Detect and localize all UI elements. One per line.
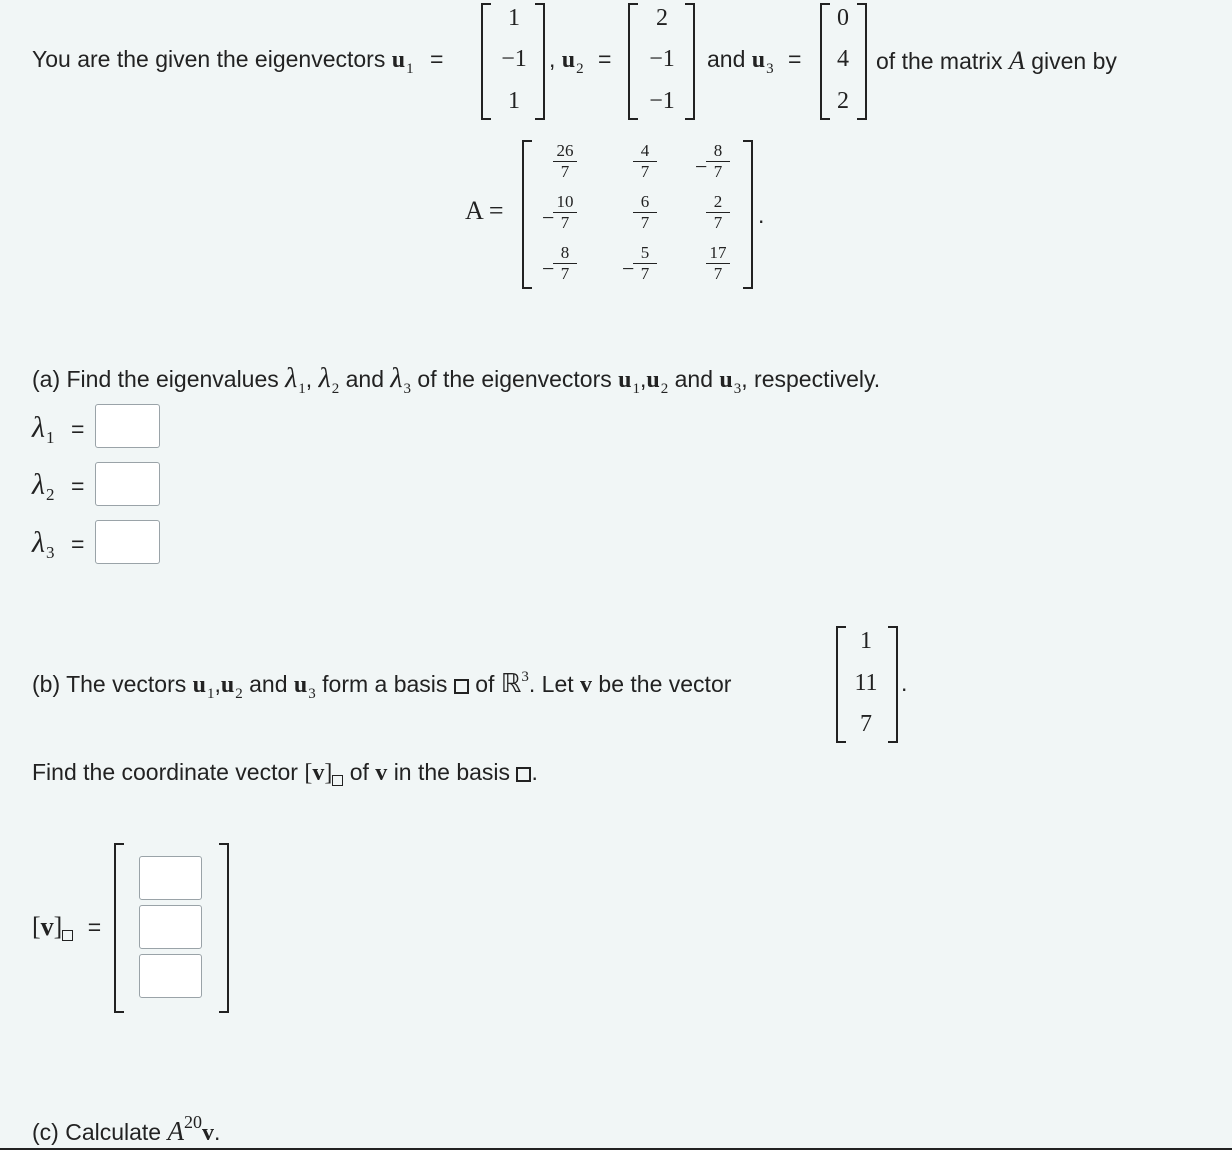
matrix-numerator: 5 [640, 243, 650, 262]
find-prefix: Find the coordinate vector [32, 759, 298, 785]
be-the-vector-text: be the vector [598, 671, 732, 697]
coord-input-1[interactable] [139, 856, 202, 900]
lambda-3-label: λ [32, 526, 45, 559]
lambda-2-label: λ [32, 468, 45, 501]
form-basis-text: form a basis [322, 671, 448, 697]
lambda-1-label-sub: 1 [46, 428, 55, 447]
of-the-matrix-text: of the matrix [876, 48, 1003, 74]
basis-subscript-icon [332, 775, 343, 786]
coord-vector-label [32, 912, 101, 942]
let-text: . Let [528, 671, 574, 697]
v-entry-2: 11 [854, 670, 878, 696]
part-c-exponent: 20 [184, 1112, 202, 1132]
matrix-symbol: A [1008, 46, 1025, 75]
lambda-2-input[interactable] [95, 462, 160, 506]
u2-entry-3: −1 [649, 88, 675, 114]
of-text: of [475, 671, 495, 697]
v-period: . [901, 670, 908, 696]
matrix-numerator: 8 [560, 243, 570, 262]
find-mid: of [349, 759, 369, 785]
u1-equals: = [430, 46, 444, 72]
part-a-suffix: , respectively. [741, 366, 881, 392]
reals-superscript: 3 [521, 669, 529, 685]
lambda-2-symbol: λ [318, 363, 331, 394]
coord-label-open: [ [32, 912, 41, 941]
coord-v: v [312, 760, 325, 786]
lambda-1-sub: 1 [298, 381, 306, 397]
coord-input-2[interactable] [139, 905, 202, 949]
coord-close-bracket: ] [324, 760, 333, 786]
matrix-label [465, 196, 504, 226]
lambda-2-sub: 2 [331, 381, 340, 397]
u3-equals: = [788, 46, 802, 72]
matrix-numerator: 26 [556, 141, 574, 160]
and-text-a: and [345, 366, 384, 392]
lambda-2-label-sub: 2 [46, 485, 55, 504]
u3-ref: u [719, 367, 733, 393]
part-a-mid: of the eigenvectors [417, 366, 612, 392]
u3-ref-b: u [293, 672, 308, 698]
and-text-a2: and [674, 366, 714, 392]
matrix-denominator: 7 [560, 162, 570, 181]
matrix-denominator: 7 [713, 264, 723, 283]
u1-right-bracket [535, 3, 545, 120]
intro-tail [876, 46, 1117, 76]
lambda-3-label-sub: 3 [46, 543, 55, 562]
u3-symbol: u [751, 47, 766, 73]
matrix-entry-r2-c3 [688, 193, 748, 232]
matrix-minus-sign: − [622, 256, 635, 281]
coord-left-bracket [114, 843, 124, 1013]
matrix-denominator: 7 [713, 162, 723, 181]
u3-ref-sub: 3 [733, 381, 742, 397]
find-suffix: in the basis [393, 759, 511, 785]
u1-ref: u [618, 367, 632, 393]
and-text: and [707, 46, 746, 72]
matrix-left-bracket [522, 140, 532, 289]
u2-ref: u [646, 367, 660, 393]
u2-ref-b: u [220, 672, 235, 698]
lambda-1-row [32, 411, 84, 445]
matrix-denominator: 7 [640, 213, 650, 232]
u2-subscript: 2 [576, 61, 584, 77]
lambda-3-input[interactable] [95, 520, 160, 564]
matrix-entry-r2-c2 [615, 193, 675, 232]
lambda-3-symbol: λ [390, 363, 403, 394]
v-entry-3: 7 [860, 711, 872, 737]
coord-right-bracket [219, 843, 229, 1013]
lambda-2-row [32, 468, 84, 502]
v-right-bracket [888, 626, 898, 743]
u2-equals: = [598, 46, 612, 72]
coord-input-3[interactable] [139, 954, 202, 998]
u1-ref-b-sub: 1 [207, 686, 215, 702]
find-coordinate-prompt [32, 759, 538, 787]
coord-open-bracket: [ [304, 760, 313, 786]
part-a-prompt [32, 363, 880, 395]
intro-text [32, 46, 444, 77]
part-b-prompt [32, 669, 732, 702]
matrix-numerator: 8 [713, 141, 723, 160]
u1-entry-3: 1 [508, 88, 520, 114]
matrix-denominator: 7 [560, 264, 570, 283]
part-c-prompt [32, 1112, 221, 1147]
lambda-1-equals: = [70, 416, 85, 442]
comma-2: , [640, 366, 647, 392]
u2-ref-b-sub: 2 [235, 686, 243, 702]
u3-entry-1: 0 [837, 5, 849, 31]
part-a-prefix: (a) Find the eigenvalues [32, 366, 279, 392]
and-text-b: and [249, 671, 288, 697]
u1-entry-2: −1 [501, 46, 527, 72]
u2-ref-sub: 2 [660, 381, 669, 397]
u3-subscript: 3 [766, 61, 774, 77]
find-end: . [531, 759, 538, 785]
u2-right-bracket [685, 3, 695, 120]
given-by-text: given by [1031, 48, 1117, 74]
u1-entry-1: 1 [508, 5, 520, 31]
matrix-period: . [758, 202, 765, 228]
u1-comma: , [549, 46, 556, 72]
matrix-denominator: 7 [640, 162, 650, 181]
u3-entry-3: 2 [837, 88, 849, 114]
u2-entry-1: 2 [656, 5, 668, 31]
coord-label-basis-icon [62, 930, 73, 941]
u3-label [707, 46, 802, 77]
u1-symbol: u [391, 47, 406, 73]
matrix-numerator: 17 [709, 243, 727, 262]
part-c-v: v [202, 1120, 214, 1146]
u3-entry-2: 4 [837, 46, 849, 72]
matrix-minus-sign: − [542, 256, 555, 281]
coord-equals: = [87, 914, 102, 940]
u3-right-bracket [857, 3, 867, 120]
u3-ref-b-sub: 3 [308, 686, 316, 702]
basis-symbol-icon [454, 679, 469, 694]
intro-text-1: You are the given the eigenvectors [32, 46, 386, 72]
matrix-denominator: 7 [713, 213, 723, 232]
part-c-prefix: (c) Calculate [32, 1119, 162, 1145]
lambda-1-label: λ [32, 411, 45, 444]
lambda-1-symbol: λ [285, 363, 298, 394]
u2-symbol: u [561, 47, 576, 73]
u1-ref-sub: 1 [632, 381, 640, 397]
v-entry-1: 1 [860, 628, 872, 654]
comma-b1: , [214, 671, 221, 697]
coord-label-v: v [40, 912, 54, 941]
matrix-denominator: 7 [640, 264, 650, 283]
u2-entry-2: −1 [649, 46, 675, 72]
lambda-3-equals: = [70, 531, 85, 557]
matrix-label-text: A = [465, 196, 504, 225]
find-v: v [375, 760, 388, 786]
lambda-2-equals: = [70, 473, 85, 499]
matrix-entry-r3-c3 [688, 244, 748, 283]
matrix-minus-sign: − [542, 205, 555, 230]
matrix-minus-sign: − [695, 154, 708, 179]
lambda-1-input[interactable] [95, 404, 160, 448]
matrix-numerator: 6 [640, 192, 650, 211]
matrix-entry-r1-c2 [615, 142, 675, 181]
matrix-numerator: 2 [713, 192, 723, 211]
matrix-numerator: 10 [556, 192, 574, 211]
lambda-3-row [32, 526, 84, 560]
matrix-denominator: 7 [560, 213, 570, 232]
basis-symbol-icon-2 [516, 767, 531, 782]
reals-symbol: ℝ [500, 669, 522, 698]
matrix-numerator: 4 [640, 141, 650, 160]
coord-label-close: ] [53, 912, 63, 941]
u1-subscript: 1 [406, 61, 414, 77]
u2-label [549, 46, 612, 77]
u1-ref-b: u [192, 672, 206, 698]
comma-1: , [305, 366, 313, 392]
part-c-A: A [167, 1116, 184, 1146]
lambda-3-sub: 3 [403, 381, 412, 397]
part-b-prefix: (b) The vectors [32, 671, 187, 697]
v-symbol: v [580, 672, 593, 698]
matrix-entry-r1-c1 [535, 142, 595, 181]
part-c-end: . [214, 1119, 221, 1145]
